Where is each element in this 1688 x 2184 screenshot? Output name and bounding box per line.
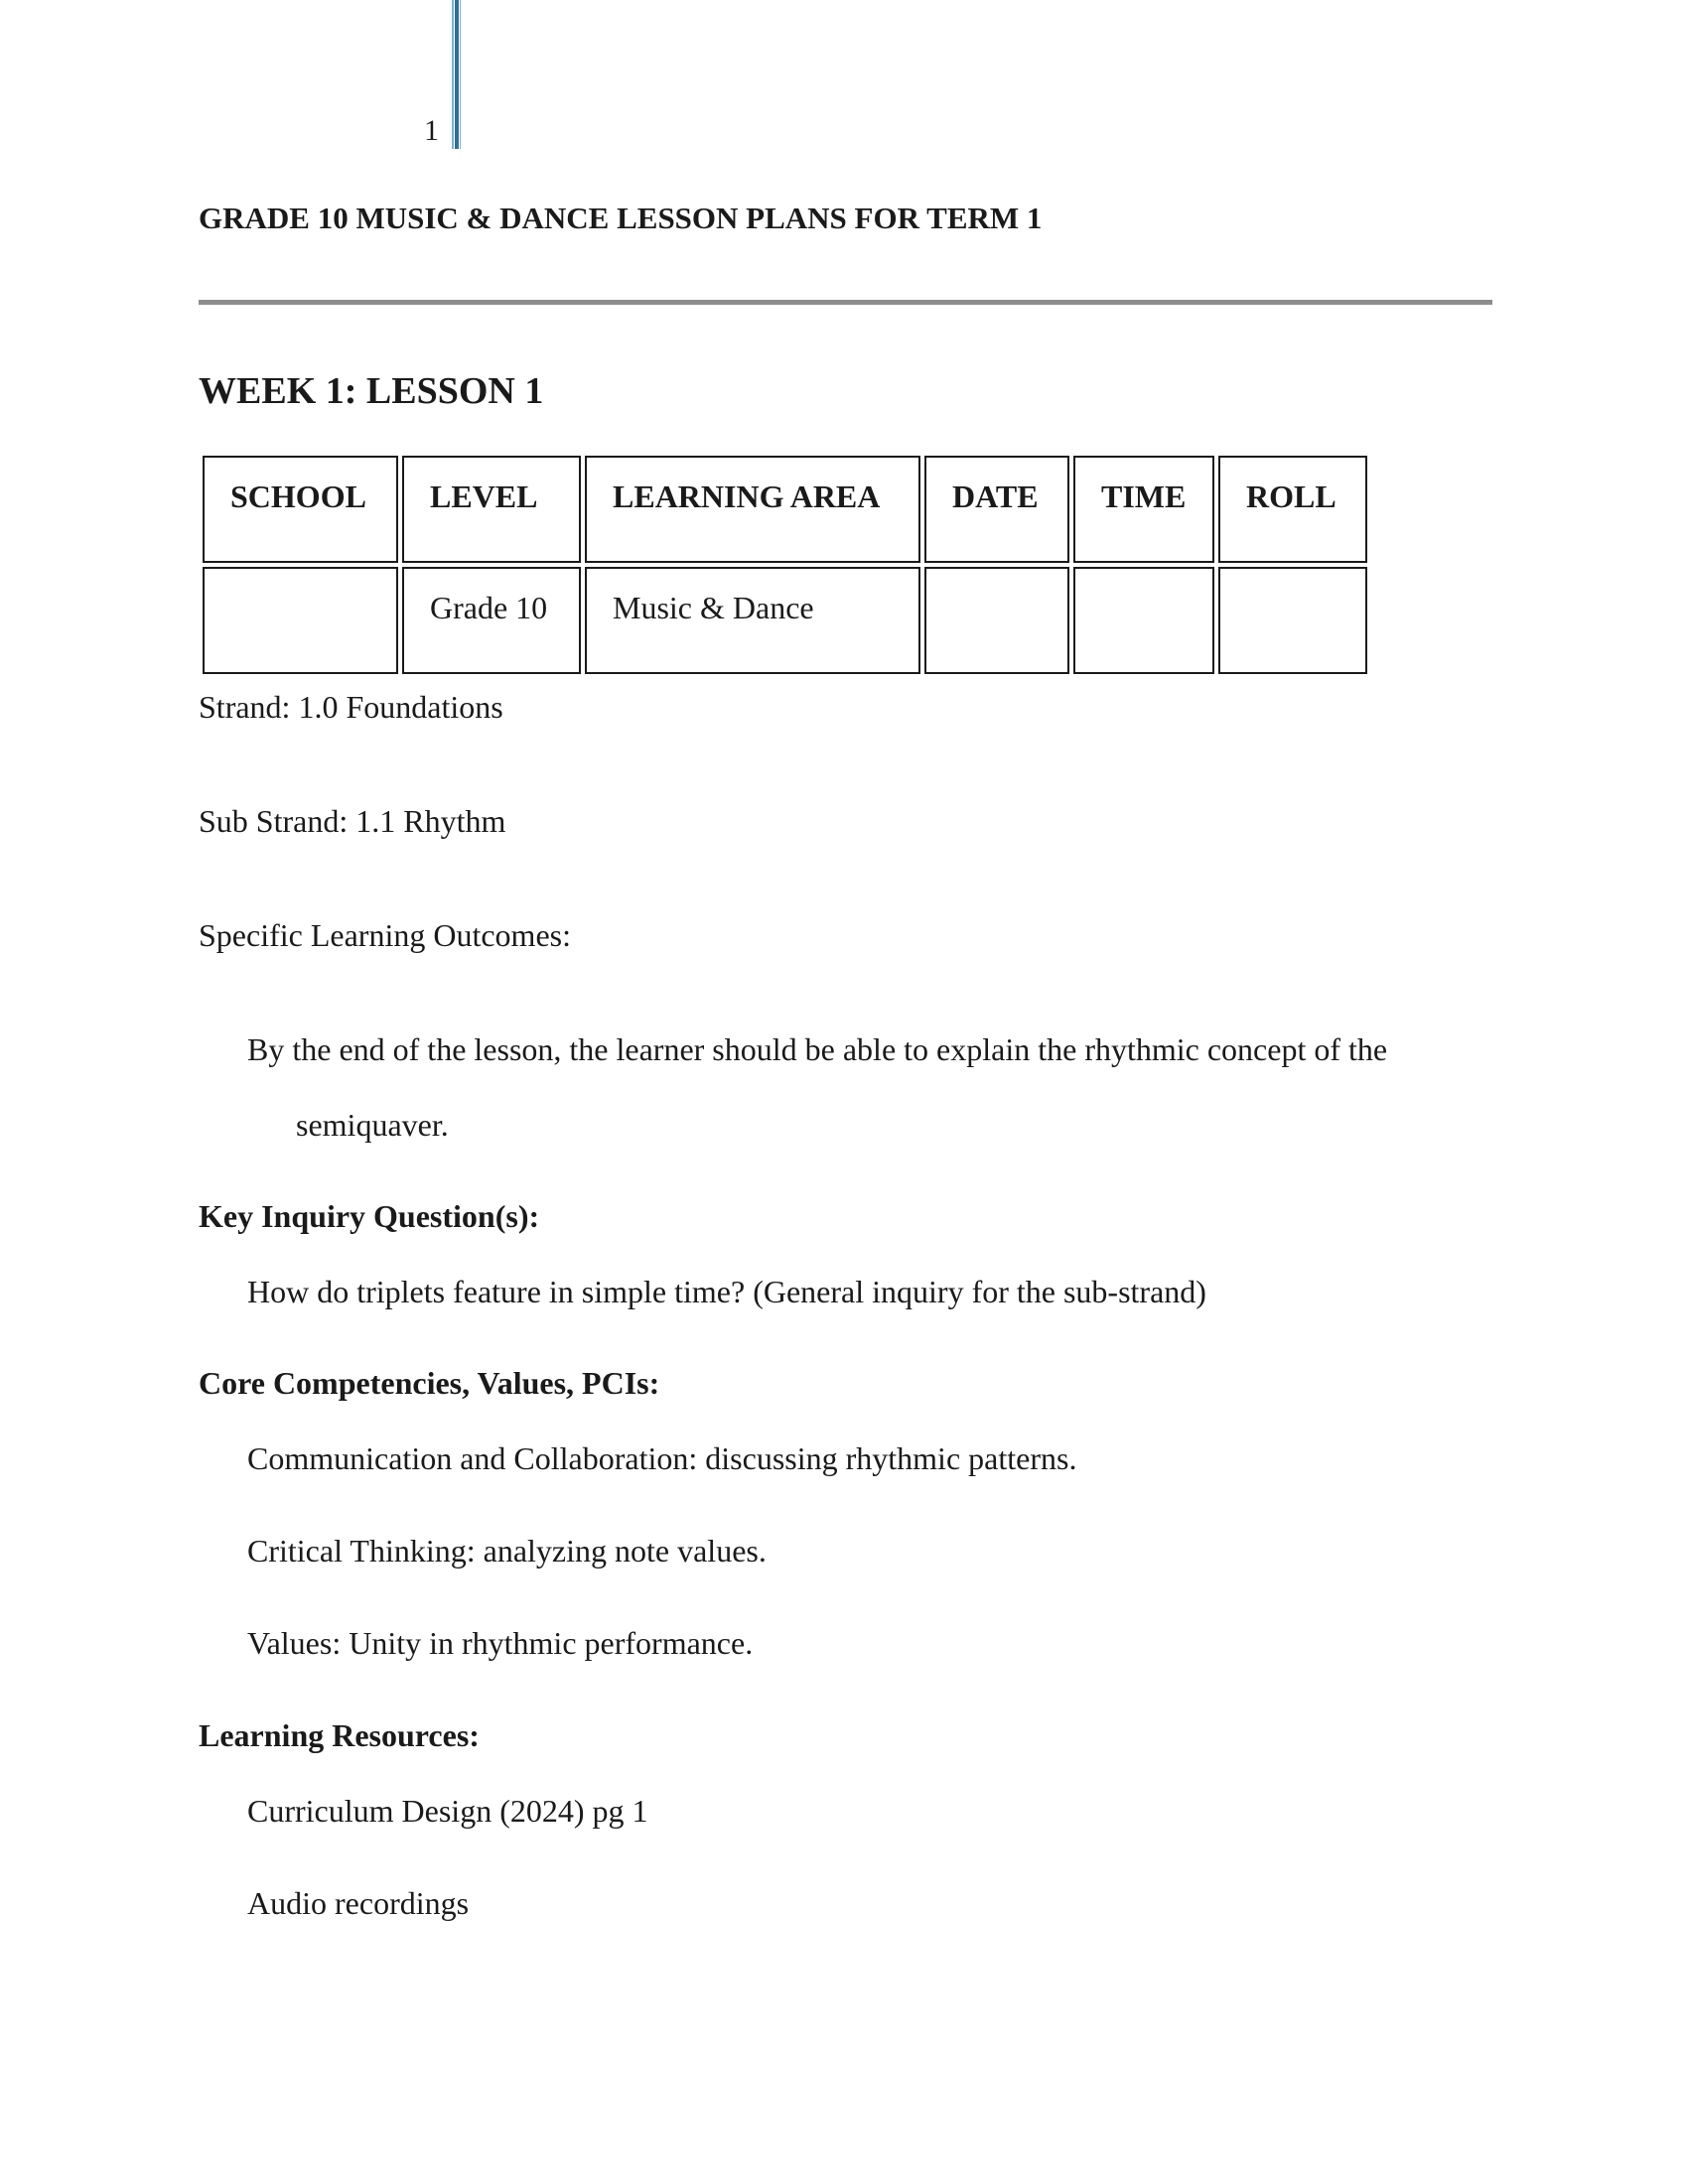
resource-item: Curriculum Design (2024) pg 1 bbox=[247, 1793, 648, 1829]
table-row bbox=[203, 567, 1367, 674]
header-cell-level: LEVEL bbox=[402, 456, 581, 563]
cell-learning-area: Music & Dance bbox=[585, 567, 920, 674]
competency-item: Communication and Collaboration: discussing rhythmic patterns. bbox=[247, 1440, 1077, 1476]
document-title: GRADE 10 MUSIC & DANCE LESSON PLANS FOR TERM 1 bbox=[199, 201, 1043, 235]
slo-heading: Specific Learning Outcomes: bbox=[199, 917, 571, 953]
page-number: 1 bbox=[424, 114, 439, 147]
cell-school bbox=[203, 567, 398, 674]
competency-item: Critical Thinking: analyzing note values. bbox=[247, 1533, 767, 1569]
header-vertical-rule bbox=[452, 0, 461, 149]
resources-heading: Learning Resources: bbox=[199, 1717, 480, 1753]
cell-date bbox=[924, 567, 1069, 674]
key-inquiry-text: How do triplets feature in simple time? (General inquiry for the sub-strand) bbox=[247, 1274, 1206, 1309]
competencies-heading: Core Competencies, Values, PCIs: bbox=[199, 1365, 660, 1401]
table-header-row bbox=[203, 456, 1367, 563]
cell-time bbox=[1073, 567, 1214, 674]
header-cell-learning-area: LEARNING AREA bbox=[585, 456, 920, 563]
key-inquiry-heading: Key Inquiry Question(s): bbox=[199, 1198, 540, 1234]
slo-text-line-2: semiquaver. bbox=[296, 1107, 449, 1143]
cell-level: Grade 10 bbox=[402, 567, 581, 674]
resource-item: Audio recordings bbox=[247, 1885, 470, 1921]
sub-strand-text: Sub Strand: 1.1 Rhythm bbox=[199, 803, 506, 839]
competency-item: Values: Unity in rhythmic performance. bbox=[247, 1625, 754, 1661]
header-cell-date: DATE bbox=[924, 456, 1069, 563]
strand-text: Strand: 1.0 Foundations bbox=[199, 689, 503, 725]
header-cell-roll: ROLL bbox=[1218, 456, 1367, 563]
header-cell-school: SCHOOL bbox=[203, 456, 398, 563]
slo-text-line-1: By the end of the lesson, the learner should be able to explain the rhythmic concept of the bbox=[247, 1031, 1388, 1067]
title-divider bbox=[199, 300, 1492, 305]
lesson-info-table bbox=[199, 452, 1371, 678]
header-cell-time: TIME bbox=[1073, 456, 1214, 563]
cell-roll bbox=[1218, 567, 1367, 674]
lesson-heading: WEEK 1: LESSON 1 bbox=[199, 370, 544, 412]
